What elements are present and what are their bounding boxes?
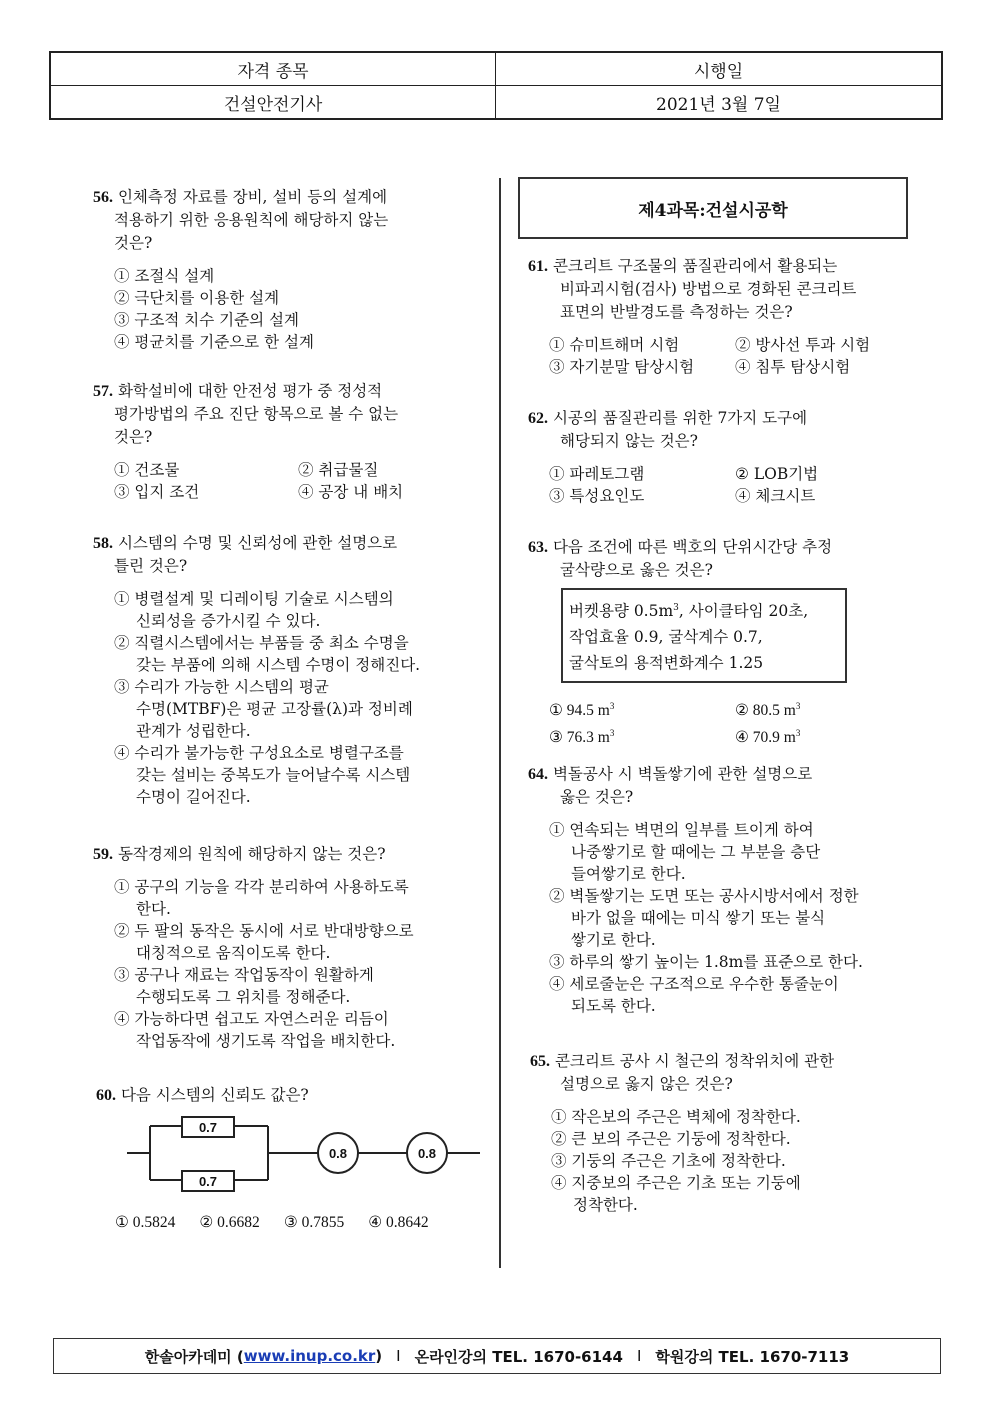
subject-title: 제4과목:건설시공학 <box>518 177 908 239</box>
question-text: 다음 시스템의 신뢰도 값은? <box>120 1086 309 1104</box>
option-2-cont: 쌓기로 한다. <box>571 931 656 949</box>
question-number: 61. <box>528 258 548 275</box>
question-61 <box>528 255 928 378</box>
option-2: ② 방사선 투과 시험 <box>735 336 871 354</box>
option-4-cont: 되도록 한다. <box>571 997 656 1015</box>
option-2: ② 직렬시스템에서는 부품들 중 최소 수명을 <box>114 634 409 652</box>
option-3: ③ 구조적 치수 기준의 설계 <box>114 311 299 329</box>
footer-separator: I <box>396 1347 401 1365</box>
diagram-label-top: 0.7 <box>198 1120 218 1135</box>
footer-offline-phone: 학원강의 TEL. 1670-7113 <box>655 1347 850 1366</box>
option-1: ① 파레토그램 <box>549 465 645 483</box>
option-2: ② 극단치를 이용한 설계 <box>114 289 280 307</box>
option-2-cont: 대칭적으로 움직이도록 한다. <box>136 944 331 962</box>
footer-academy: 한솔아카데미 ( <box>144 1347 244 1366</box>
option-1: ① 94.5 $m^3$ <box>549 701 615 720</box>
condition-line: 작업효율 0.9, 굴삭계수 0.7, <box>569 628 763 647</box>
option-4: ④ 체크시트 <box>735 487 816 505</box>
condition-line: 굴삭토의 용적변화계수 1.25 <box>569 654 764 673</box>
footer-paren: ) <box>375 1347 383 1365</box>
option-3: ③ 공구나 재료는 작업동작이 원활하게 <box>114 966 374 984</box>
question-64 <box>528 763 928 1017</box>
question-text: 틀린 것은? <box>114 557 188 575</box>
question-59 <box>93 843 483 1052</box>
option-2: ② 0.6682 <box>199 1214 260 1231</box>
condition-line: 버켓용량 0.5m <box>569 602 674 621</box>
option-4: ④ 지중보의 주근은 기초 또는 기둥에 <box>551 1174 801 1192</box>
option-4-cont: 정착한다. <box>573 1196 638 1214</box>
question-56 <box>93 186 483 353</box>
option-2: ② 취급물질 <box>298 461 379 479</box>
option-1: ① 건조물 <box>114 461 180 479</box>
option-2: ② 벽돌쌓기는 도면 또는 공사시방서에서 정한 <box>549 887 859 905</box>
header-value-category: 건설안전기사 <box>50 86 496 120</box>
question-text: 비파괴시험(검사) 방법으로 경화된 콘크리트 <box>560 280 857 298</box>
option-3: ③ 특성요인도 <box>549 487 645 505</box>
question-text: 벽돌공사 시 벽돌쌓기에 관한 설명으로 <box>552 765 813 783</box>
question-number: 58. <box>93 535 113 552</box>
option-4: ④ 세로줄눈은 구조적으로 우수한 통줄눈이 <box>549 975 839 993</box>
question-number: 60. <box>96 1087 116 1104</box>
header-table <box>49 51 943 120</box>
option-2: ② LOB기법 <box>735 465 819 483</box>
option-4-cont: 수명이 길어진다. <box>136 788 251 806</box>
question-65 <box>530 1050 930 1216</box>
question-text: 굴삭량으로 옳은 것은? <box>560 561 713 579</box>
option-4: ④ 침투 탐상시험 <box>735 358 851 376</box>
question-60-options <box>94 1213 484 1232</box>
option-3: ③ 입지 조건 <box>114 483 200 501</box>
question-63 <box>528 536 928 749</box>
option-1-cont: 한다. <box>136 900 171 918</box>
question-number: 63. <box>528 539 548 556</box>
option-4: ④ 평균치를 기준으로 한 설계 <box>114 333 314 351</box>
question-text: 적용하기 위한 응용원칙에 해당하지 않는 <box>114 211 389 229</box>
condition-line: , 사이클타임 20초, <box>678 602 809 621</box>
option-3: ③ 기둥의 주근은 기초에 정착한다. <box>551 1152 786 1170</box>
footer-separator: I <box>636 1347 642 1365</box>
option-4: ④ 70.9 $m^3$ <box>735 728 801 747</box>
option-3-cont: 수행되도록 그 위치를 정해준다. <box>136 988 351 1006</box>
question-58 <box>93 532 483 808</box>
question-number: 64. <box>528 766 548 783</box>
question-text: 인체측정 자료를 장비, 설비 등의 설계에 <box>117 188 388 206</box>
question-text: 설명으로 옳지 않은 것은? <box>560 1075 733 1093</box>
option-1: ① 슈미트해머 시험 <box>549 336 680 354</box>
question-text: 해당되지 않는 것은? <box>560 432 698 450</box>
option-4-cont: 갖는 설비는 중복도가 늘어날수록 시스템 <box>136 766 411 784</box>
option-1: ① 병렬설계 및 디레이팅 기술로 시스템의 <box>114 590 394 608</box>
question-text: 것은? <box>114 428 153 446</box>
question-60 <box>96 1084 486 1107</box>
option-1-cont: 들여쌓기로 한다. <box>571 865 686 883</box>
option-3: ③ 하루의 쌓기 높이는 1.8m를 표준으로 한다. <box>549 953 863 971</box>
unit-superscript: 3 <box>673 603 679 613</box>
option-4: ④ 0.8642 <box>368 1214 429 1231</box>
question-text: 다음 조건에 따른 백호의 단위시간당 추정 <box>552 538 833 556</box>
question-text: 화학설비에 대한 안전성 평가 중 정성적 <box>117 382 383 400</box>
option-1: ① 작은보의 주근은 벽체에 정착한다. <box>551 1108 801 1126</box>
option-1: ① 조절식 설계 <box>114 267 215 285</box>
question-text: 것은? <box>114 234 153 252</box>
option-3: ③ 0.7855 <box>283 1214 345 1231</box>
option-3: ③ 수리가 가능한 시스템의 평균 <box>114 678 329 696</box>
question-number: 59. <box>93 846 113 863</box>
header-value-date: 2021년 3월 7일 <box>496 86 943 120</box>
diagram-label-bottom: 0.7 <box>198 1174 218 1189</box>
option-4-cont: 작업동작에 생기도록 작업을 배치한다. <box>136 1032 396 1050</box>
option-3-cont: 관계가 성립한다. <box>136 722 251 740</box>
header-label-category: 자격 종목 <box>50 52 496 86</box>
footer-website-link[interactable]: www.inup.co.kr <box>243 1347 376 1365</box>
question-text: 표면의 반발경도를 측정하는 것은? <box>560 303 793 321</box>
option-4: ④ 가능하다면 쉽고도 자연스러운 리듬이 <box>114 1010 389 1028</box>
option-3: ③ 76.3 $m^3$ <box>549 728 615 747</box>
question-text: 콘크리트 구조물의 품질관리에서 활용되는 <box>552 257 838 275</box>
column-divider <box>499 178 501 1268</box>
question-number: 62. <box>528 410 548 427</box>
option-1: ① 연속되는 벽면의 일부를 트이게 하여 <box>549 821 814 839</box>
option-2: ② 두 팔의 동작은 동시에 서로 반대방향으로 <box>114 922 414 940</box>
question-number: 56. <box>93 189 113 206</box>
option-1: ① 공구의 기능을 각각 분리하여 사용하도록 <box>114 878 409 896</box>
question-text: 평가방법의 주요 진단 항목으로 볼 수 없는 <box>114 405 399 423</box>
question-text: 시스템의 수명 및 신뢰성에 관한 설명으로 <box>117 534 398 552</box>
condition-box <box>561 588 847 683</box>
option-3-cont: 수명(MTBF)은 평균 고장률(λ)과 정비례 <box>136 700 413 718</box>
option-4: ④ 공장 내 배치 <box>298 483 404 501</box>
question-62 <box>528 407 928 507</box>
option-4: ④ 수리가 불가능한 구성요소로 병렬구조를 <box>114 744 404 762</box>
option-2-cont: 바가 없을 때에는 미식 쌓기 또는 불식 <box>571 909 826 927</box>
reliability-diagram <box>124 1110 484 1196</box>
option-1: ① 0.5824 <box>115 1214 176 1231</box>
option-2: ② 큰 보의 주근은 기둥에 정착한다. <box>551 1130 791 1148</box>
header-label-date: 시행일 <box>496 52 943 86</box>
question-57 <box>93 380 483 503</box>
question-text: 시공의 품질관리를 위한 7가지 도구에 <box>552 409 808 427</box>
question-text: 동작경제의 원칙에 해당하지 않는 것은? <box>117 845 386 863</box>
option-2-cont: 갖는 부품에 의해 시스템 수명이 정해진다. <box>136 656 421 674</box>
question-number: 57. <box>93 383 113 400</box>
footer-online-phone: 온라인강의 TEL. 1670-6144 <box>414 1347 623 1366</box>
footer-bar <box>53 1338 941 1374</box>
diagram-label-circle-2: 0.8 <box>417 1146 437 1161</box>
question-text: 옳은 것은? <box>560 788 634 806</box>
option-2: ② 80.5 $m^3$ <box>735 701 801 720</box>
option-1-cont: 신뢰성을 증가시킬 수 있다. <box>136 612 321 630</box>
option-3: ③ 자기분말 탐상시험 <box>549 358 695 376</box>
question-text: 콘크리트 공사 시 철근의 정착위치에 관한 <box>554 1052 835 1070</box>
diagram-label-circle-1: 0.8 <box>328 1146 348 1161</box>
option-1-cont: 나중쌓기로 할 때에는 그 부분을 층단 <box>571 843 821 861</box>
question-number: 65. <box>530 1053 550 1070</box>
